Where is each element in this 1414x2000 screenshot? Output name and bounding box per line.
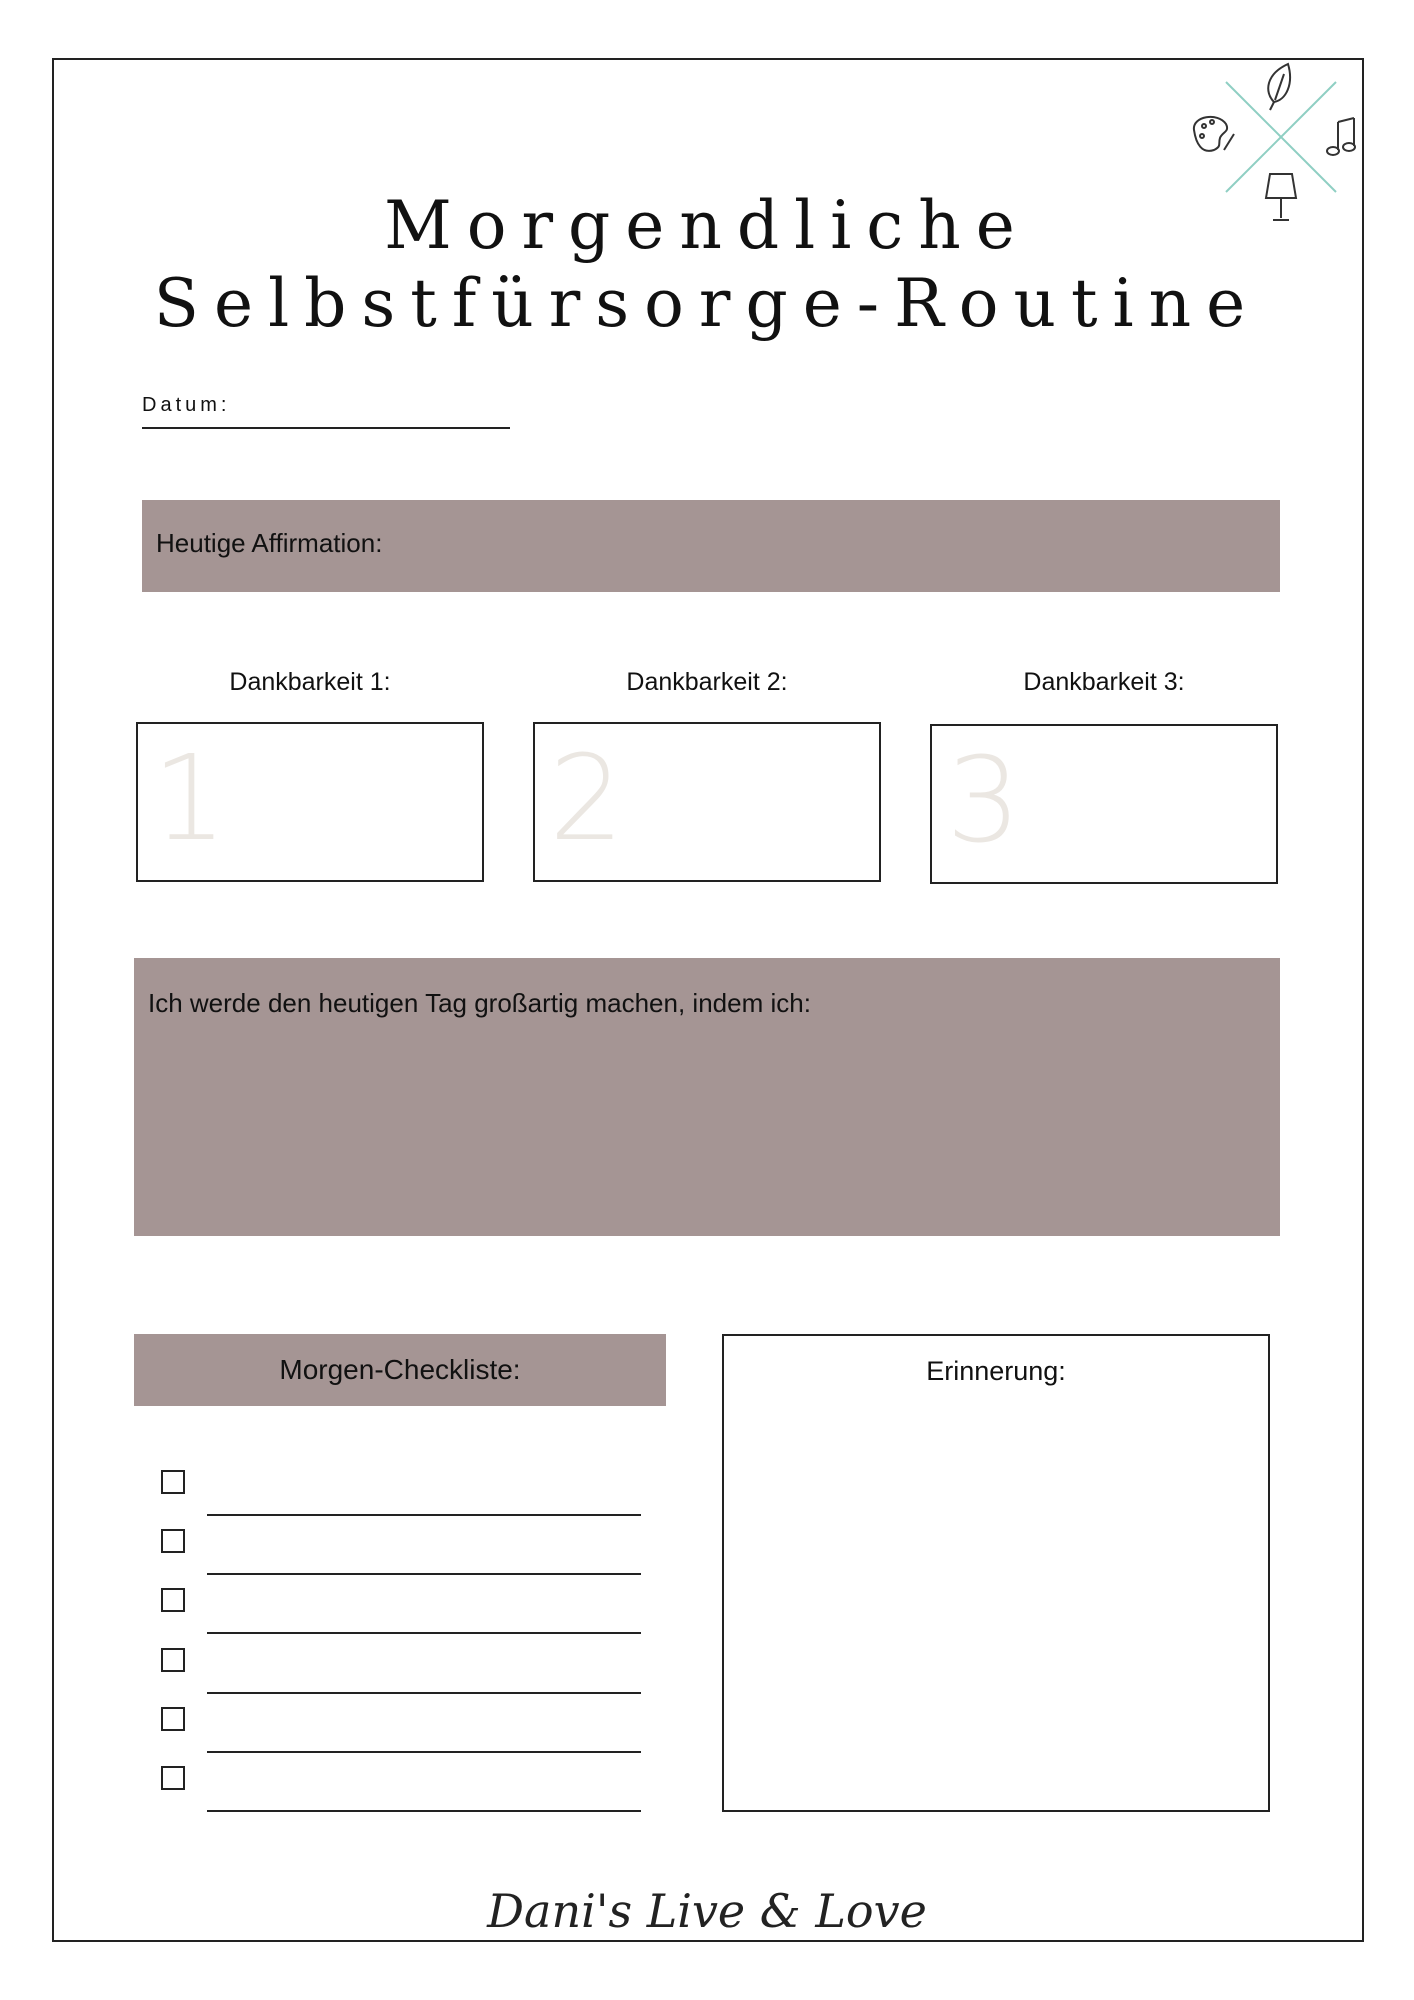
gratitude-2-box[interactable] xyxy=(533,722,881,882)
checklist-line[interactable] xyxy=(207,1573,641,1575)
date-label: Datum: xyxy=(142,394,231,416)
checklist-line[interactable] xyxy=(207,1751,641,1753)
page-title-line-1: Morgendliche xyxy=(384,187,1030,264)
gratitude-3-label: Dankbarkeit 3: xyxy=(1023,668,1185,696)
gratitude-2-label: Dankbarkeit 2: xyxy=(626,668,788,696)
checklist-header xyxy=(134,1334,666,1406)
checkbox[interactable] xyxy=(161,1588,185,1612)
reminder-box[interactable] xyxy=(722,1334,1270,1812)
date-field-line[interactable] xyxy=(142,427,510,429)
checklist-line[interactable] xyxy=(207,1632,641,1634)
affirmation-label: Heutige Affirmation: xyxy=(156,528,383,558)
gratitude-1-number: 1 xyxy=(152,729,228,867)
gratitude-1-label: Dankbarkeit 1: xyxy=(229,668,391,696)
leaf-icon xyxy=(1268,64,1290,110)
gratitude-2-number: 2 xyxy=(549,729,625,867)
reminder-label: Erinnerung: xyxy=(926,1356,1066,1386)
checklist-line[interactable] xyxy=(207,1692,641,1694)
checkbox[interactable] xyxy=(161,1648,185,1672)
affirmation-band[interactable] xyxy=(142,500,1280,592)
signature: Dani's Live & Love xyxy=(487,1884,927,1938)
checkbox[interactable] xyxy=(161,1529,185,1553)
checklist-label: Morgen-Checkliste: xyxy=(279,1354,521,1385)
gratitude-3-box[interactable] xyxy=(930,724,1278,884)
checkbox[interactable] xyxy=(161,1470,185,1494)
checklist-line[interactable] xyxy=(207,1810,641,1812)
gratitude-1-box[interactable] xyxy=(136,722,484,882)
gratitude-3-number: 3 xyxy=(946,731,1022,869)
great-day-band[interactable] xyxy=(134,958,1280,1236)
page-title-line-2: Selbstfürsorge-Routine xyxy=(153,265,1261,342)
music-note-icon xyxy=(1327,118,1355,155)
great-day-label: Ich werde den heutigen Tag großartig machen, indem ich: xyxy=(148,988,811,1018)
checkbox[interactable] xyxy=(161,1766,185,1790)
checklist-line[interactable] xyxy=(207,1514,641,1516)
checkbox[interactable] xyxy=(161,1707,185,1731)
palette-icon xyxy=(1194,117,1234,151)
